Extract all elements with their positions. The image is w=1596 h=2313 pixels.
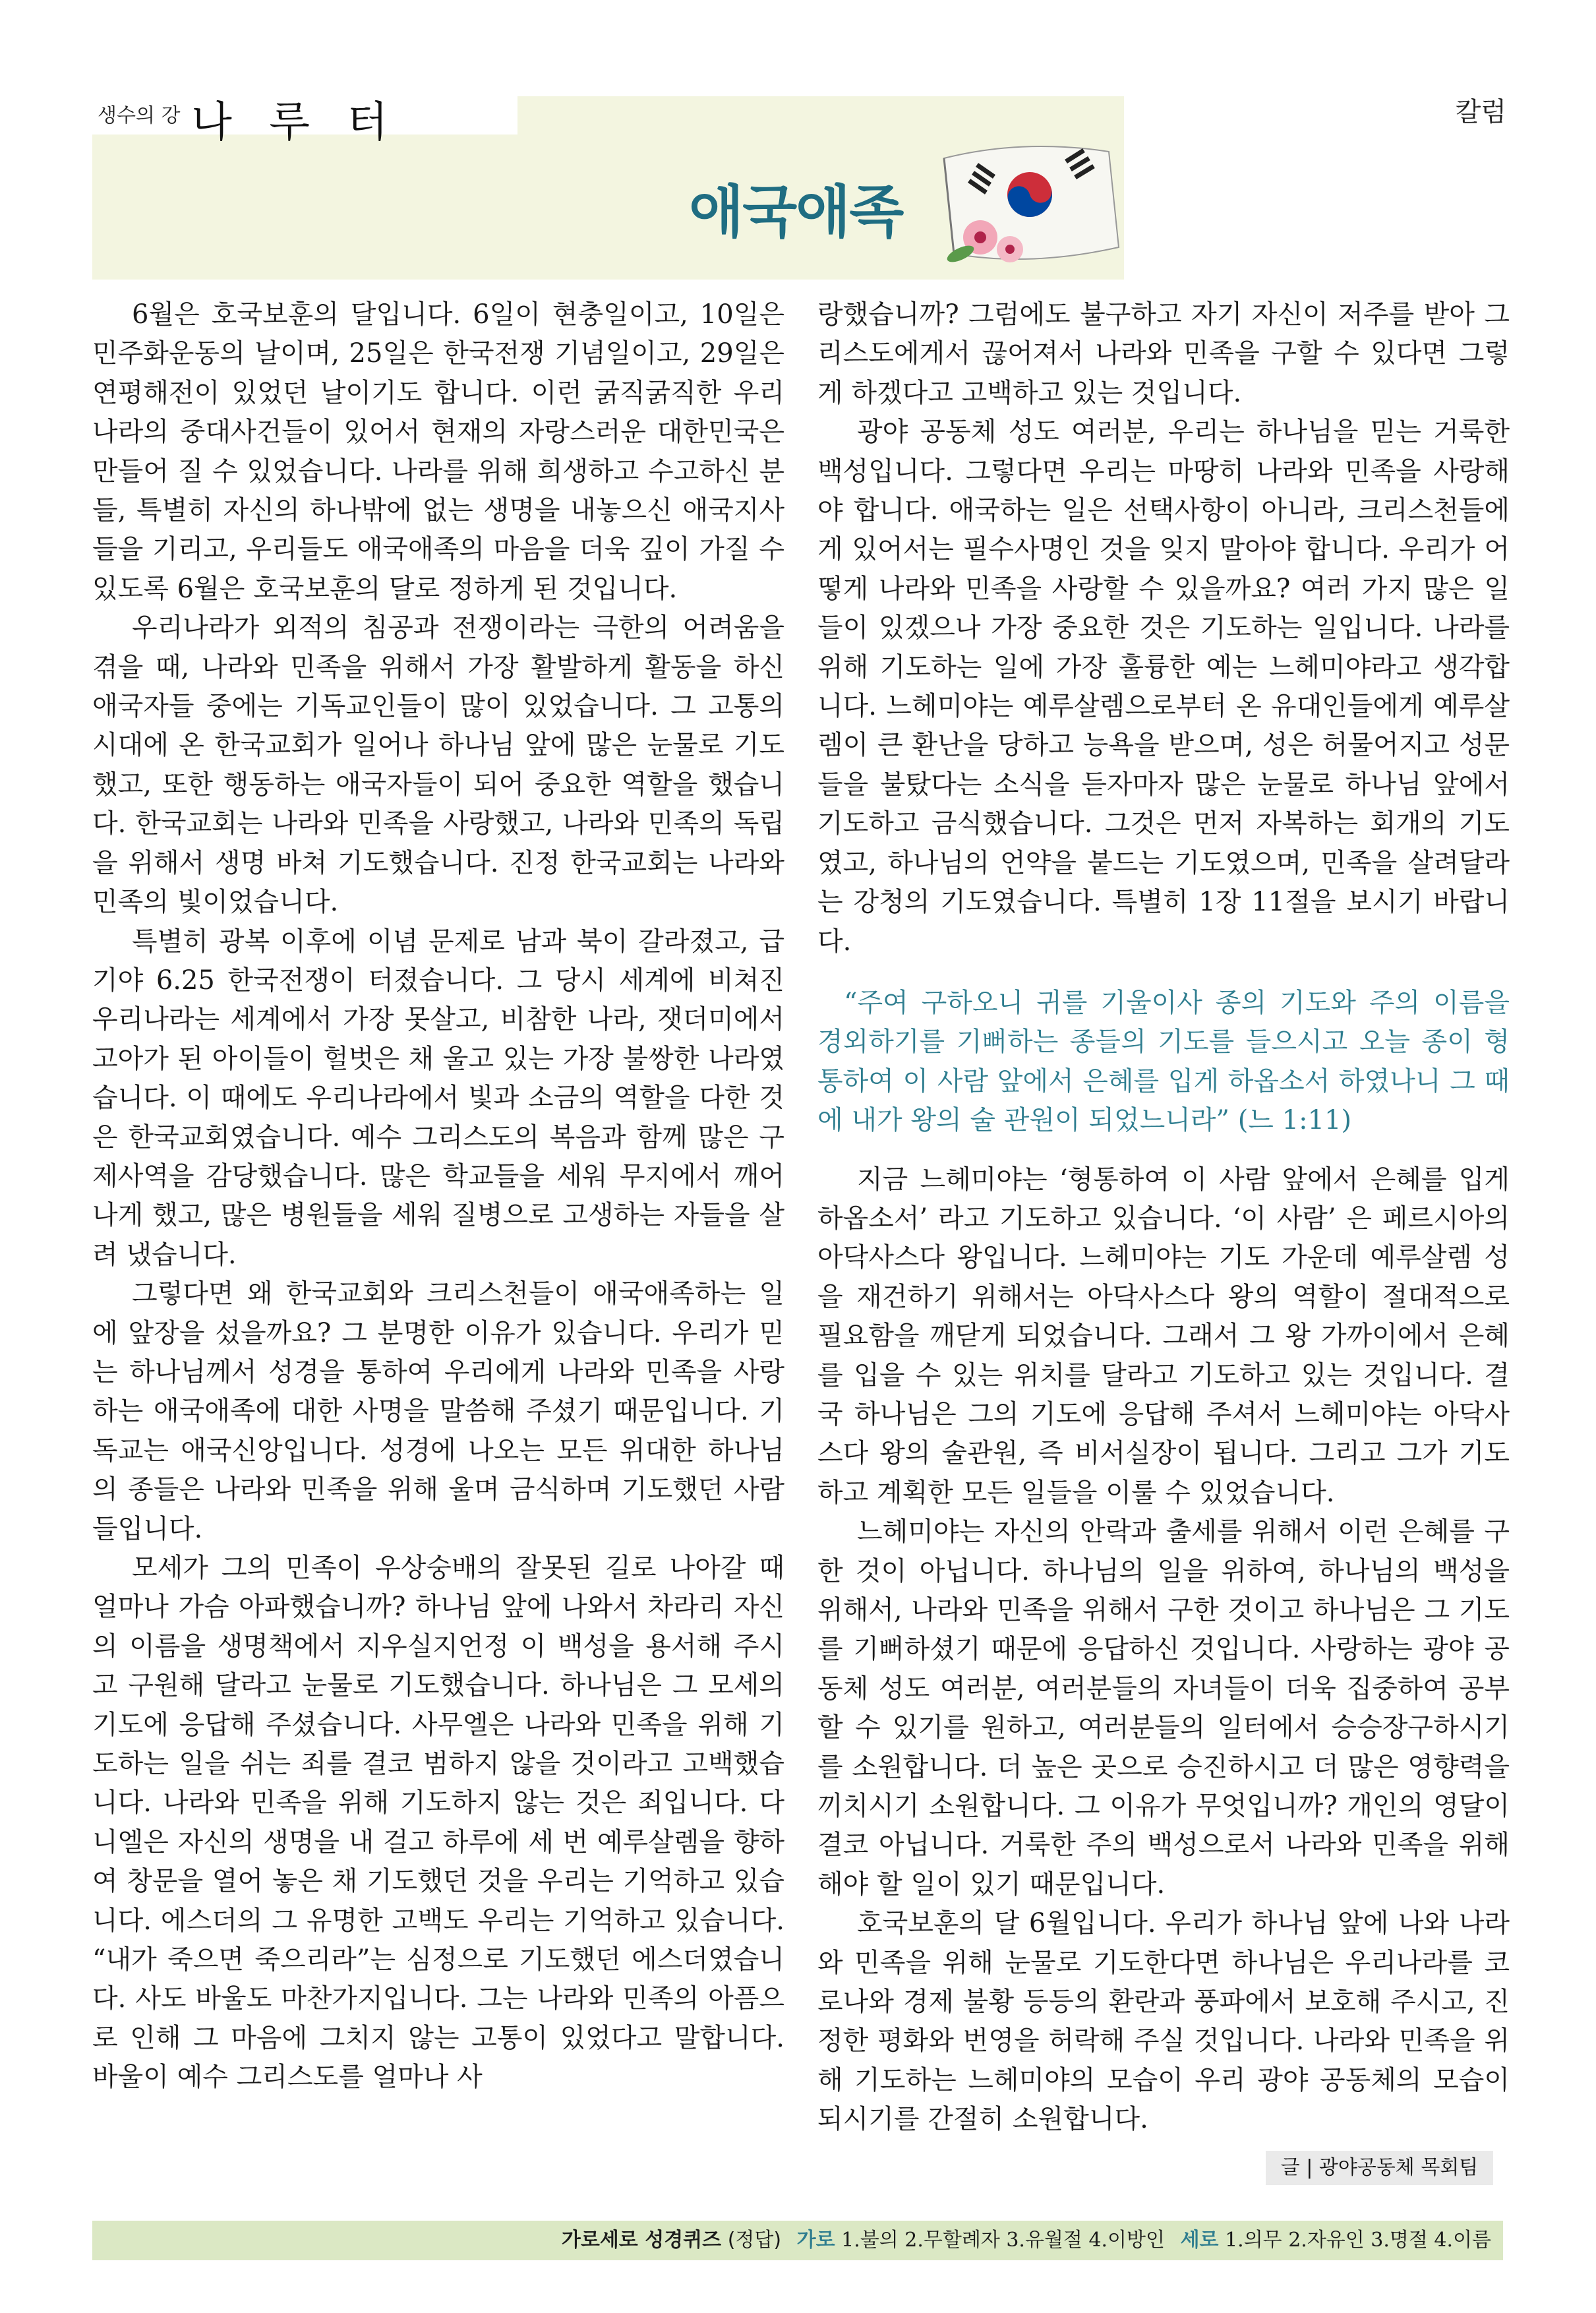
paragraph: 랑했습니까? 그럼에도 불구하고 자기 자신이 저주를 받아 그리스도에게서 끊어져서 나라와 민족을 구할 수 있다면 그렇게 하겠다고 고백하고 있는 것입니다. [817,299,1510,408]
quiz-subtitle: (정답) [727,2229,782,2252]
paragraph: 지금 느헤미야는 ‘형통하여 이 사람 앞에서 은혜를 입게 하옵소서’ 라고 기도하고 있습니다. ‘이 사람’ 은 페르시아의 아닥사스다 왕입니다. 느헤미야는 기도 가운데 예루살렘 성을 재건하기 위해서는 아닥사스다 왕의 역할이 절대적으로 필요함을 깨닫게 되었습니다. 그래서 그 왕 가까이에서 은혜를 입을 수 있는 위치를 달라고 기도하고 있는 것입니다. 결국 하나님은 그의 기도에 응답해 주셔서 느헤미야는 아닥사스다 왕의 술관원, 즉 비서실장이 됩니다. 그리고 그가 기도하고 계획한 모든 일들을 이룰 수 있었습니다. [817,1164,1510,1508]
quiz-title: 가로세로 성경퀴즈 [561,2229,722,2252]
paragraph: 6월은 호국보훈의 달입니다. 6일이 현충일이고, 10일은 민주화운동의 날이며, 25일은 한국전쟁 기념일이고, 29일은 연평해전이 있었던 날이기도 합니다. 이런 굵직굵직한 우리나라의 중대사건들이 있어서 현재의 자랑스러운 대한민국은 만들어 질 수 있었습니다. 나라를 위해 희생하고 수고하신 분들, 특별히 자신의 하나밖에 없는 생명을 내놓으신 애국지사들을 기리고, 우리들도 애국애족의 마음을 더욱 깊이 가질 수 있도록 6월은 호국보훈의 달로 정하게 된 것입니다. [92,299,784,604]
paragraph: 느헤미야는 자신의 안락과 출세를 위해서 이런 은혜를 구한 것이 아닙니다. 하나님의 일을 위하여, 하나님의 백성을 위해서, 나라와 민족을 위해서 구한 것이고 하나님은 그 기도를 기뻐하셨기 때문에 응답하신 것입니다. 사랑하는 광야 공동체 성도 여러분, 여러분들의 자녀들이 더욱 집중하여 공부할 수 있기를 원하고, 여러분들의 일터에서 승승장구하시기를 소원합니다. 더 높은 곳으로 승진하시고 더 많은 영향력을 끼치시기 소원합니다. 그 이유가 무엇입니까? 개인의 영달이 결코 아닙니다. 거룩한 주의 백성으로서 나라와 민족을 위해 해야 할 일이 있기 때문입니다. [817,1517,1510,1900]
right-column [817,295,1510,2140]
series-title: 나 루 터 [191,98,400,147]
korean-flag-illustration [931,132,1129,277]
category-label: 칼럼 [1455,97,1506,127]
quiz-across-label: 가로 [796,2229,835,2252]
quiz-down-label: 세로 [1180,2229,1219,2252]
author-signature: 글 | 광야공동체 목회팀 [1266,2151,1493,2185]
paragraph: 특별히 광복 이후에 이념 문제로 남과 북이 갈라졌고, 급기야 6.25 한국전쟁이 터졌습니다. 그 당시 세계에 비쳐진 우리나라는 세계에서 가장 못살고, 비참한 나라, 잿더미에서 고아가 된 아이들이 헐벗은 채 울고 있는 가장 불쌍한 나라였습니다. 이 때에도 우리나라에서 빛과 소금의 역할을 다한 것은 한국교회였습니다. 예수 그리스도의 복음과 함께 많은 구제사역을 감당했습니다. 많은 학교들을 세워 무지에서 깨어나게 했고, 많은 병원들을 세워 질병으로 고생하는 자들을 살려 냈습니다. [92,926,784,1270]
paragraph: 모세가 그의 민족이 우상숭배의 잘못된 길로 나아갈 때 얼마나 가슴 아파했습니까? 하나님 앞에 나와서 차라리 자신의 이름을 생명책에서 지우실지언정 이 백성을 용서해 주시고 구원해 달라고 눈물로 기도했습니다. 하나님은 그 모세의 기도에 응답해 주셨습니다. 사무엘은 나라와 민족을 위해 기도하는 일을 쉬는 죄를 결코 범하지 않을 것이라고 고백했습니다. 나라와 민족을 위해 기도하지 않는 것은 죄입니다. 다니엘은 자신의 생명을 내 걸고 하루에 세 번 예루살렘을 향하여 창문을 열어 놓은 채 기도했던 것을 우리는 기억하고 있습니다. 에스더의 그 유명한 고백도 우리는 기억하고 있습니다. “내가 죽으면 죽으리라”는 심정으로 기도했던 에스더였습니다. 사도 바울도 마찬가지입니다. 그는 나라와 민족의 아픔으로 인해 그 마음에 그치지 않는 고통이 있었다고 말합니다. 바울이 예수 그리스도를 얼마나 사 [92,1553,784,2093]
paragraph: 호국보훈의 달 6월입니다. 우리가 하나님 앞에 나와 나라와 민족을 위해 눈물로 기도한다면 하나님은 우리나라를 코로나와 경제 불황 등등의 환란과 풍파에서 보호해 주시고, 진정한 평화와 번영을 허락해 주실 것입니다. 나라와 민족을 위해 기도하는 느헤미야의 모습이 우리 광야 공동체의 모습이 되시기를 간절히 소원합니다. [817,1908,1510,2135]
series-label: 생수의 강 [98,104,181,127]
column-title: 애국애족 [689,179,903,245]
left-column [92,295,784,2097]
scripture-quote: “주여 구하오니 귀를 기울이사 종의 기도와 주의 이름을 경외하기를 기뻐하는 종들의 기도를 들으시고 오늘 종이 형통하여 이 사람 앞에서 은혜를 입게 하옵소서 하였나니 그 때에 내가 왕의 술 관원이 되었느니라” (느 1:11) [817,987,1510,1136]
quiz-down-answers: 1.의무 2.자유인 3.명절 4.이름 [1225,2229,1491,2252]
paragraph: 우리나라가 외적의 침공과 전쟁이라는 극한의 어려움을 겪을 때, 나라와 민족을 위해서 가장 활발하게 활동을 하신 애국자들 중에는 기독교인들이 많이 있었습니다. 그 고통의 시대에 온 한국교회가 일어나 하나님 앞에 많은 눈물로 기도했고, 또한 행동하는 애국자들이 되어 중요한 역할을 했습니다. 한국교회는 나라와 민족을 사랑했고, 나라와 민족의 독립을 위해서 생명 바쳐 기도했습니다. 진정 한국교회는 나라와 민족의 빛이었습니다. [92,613,784,918]
paragraph: 광야 공동체 성도 여러분, 우리는 하나님을 믿는 거룩한 백성입니다. 그렇다면 우리는 마땅히 나라와 민족을 사랑해야 합니다. 애국하는 일은 선택사항이 아니라, 크리스천들에게 있어서는 필수사명인 것을 잊지 말아야 합니다. 우리가 어떻게 나라와 민족을 사랑할 수 있을까요? 여러 가지 많은 일들이 있겠으나 가장 중요한 것은 기도하는 일입니다. 나라를 위해 기도하는 일에 가장 훌륭한 예는 느헤미야라고 생각합니다. 느헤미야는 예루살렘으로부터 온 유대인들에게 예루살렘이 큰 환난을 당하고 능욕을 받으며, 성은 허물어지고 성문들을 불탔다는 소식을 듣자마자 많은 눈물로 하나님 앞에서 기도하고 금식했습니다. 그것은 먼저 자복하는 회개의 기도였고, 하나님의 언약을 붙드는 기도였으며, 민족을 살려달라는 강청의 기도였습니다. 특별히 1장 11절을 보시기 바랍니다. [817,417,1510,957]
paragraph: 그렇다면 왜 한국교회와 크리스천들이 애국애족하는 일에 앞장을 섰을까요? 그 분명한 이유가 있습니다. 우리가 믿는 하나님께서 성경을 통하여 우리에게 나라와 민족을 사랑하는 애국애족에 대한 사명을 말씀해 주셨기 때문입니다. 기독교는 애국신앙입니다. 성경에 나오는 모든 위대한 하나님의 종들은 나라와 민족을 위해 울며 금식하며 기도했던 사람들입니다. [92,1278,784,1544]
quiz-answer-bar [92,2221,1503,2260]
quiz-across-answers: 1.불의 2.무할례자 3.유월절 4.이방인 [841,2229,1166,2252]
